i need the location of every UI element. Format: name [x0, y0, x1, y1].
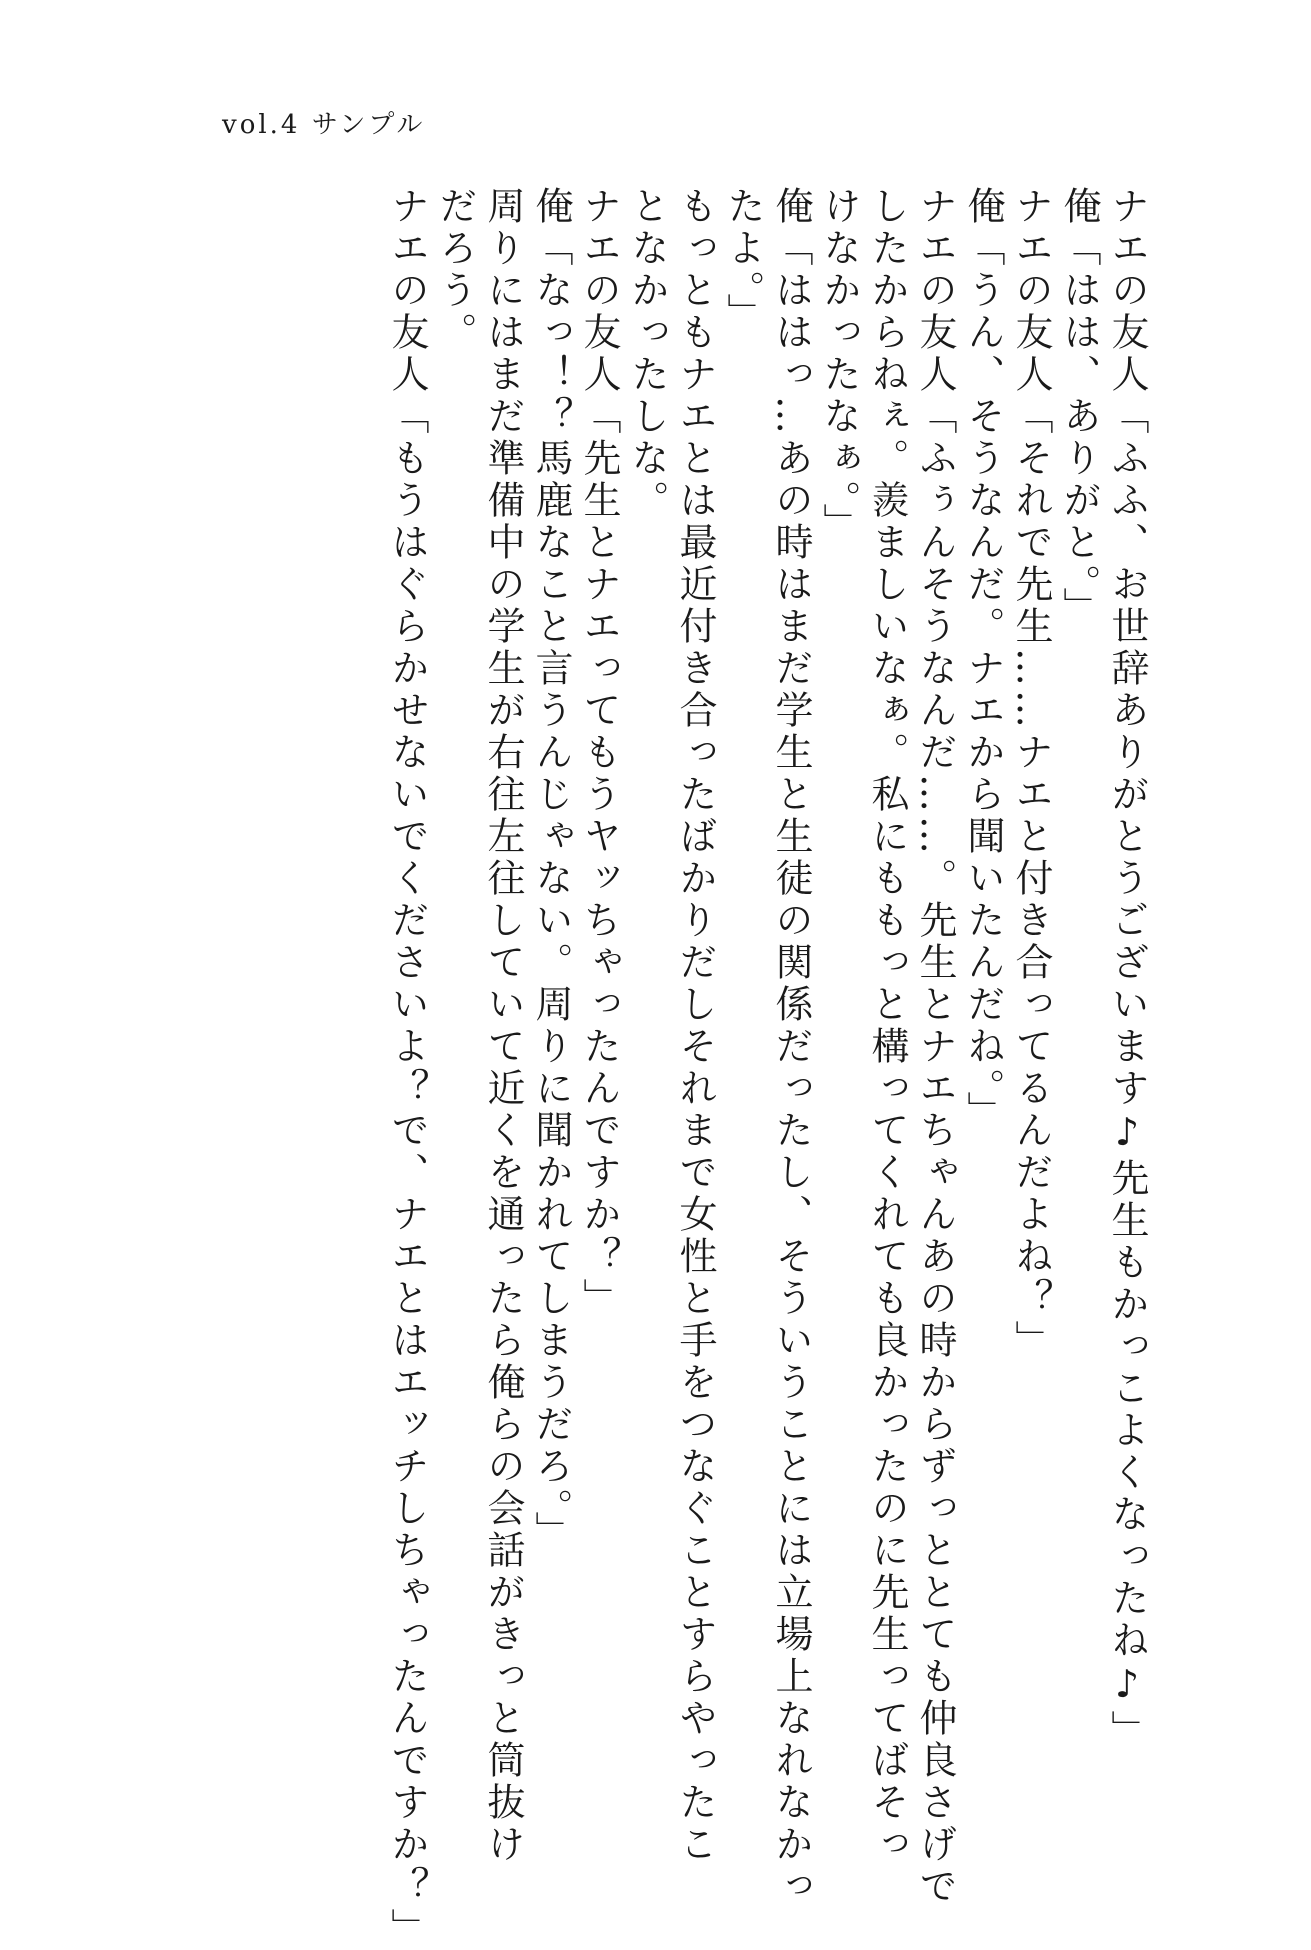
text-line: 俺「なっ！？馬鹿なこと言うんじゃない。周りに聞かれてしまうだろ。」	[529, 186, 573, 1553]
text-line: となかったしな。	[625, 186, 669, 522]
text-line: ナエの友人「先生とナエってもうヤッちゃったんですか？」	[577, 186, 621, 1320]
page-title: vol.4 サンプル	[222, 110, 426, 140]
text-line: けなかったなぁ。」	[817, 186, 861, 545]
text-line: ナエの友人「それで先生……ナエと付き合ってるんだよね？」	[1009, 186, 1053, 1362]
text-line: ナエの友人「もうはぐらかせないでくださいよ？で、ナエとはエッチしちゃったんですか？」	[385, 186, 429, 1950]
text-line: だろう。	[433, 186, 477, 354]
novel-body-text	[383, 186, 1151, 1950]
text-line: たよ。」	[721, 186, 765, 335]
text-line: 俺「はは、ありがと。」	[1057, 186, 1101, 629]
text-line: ナエの友人「ふぅんそうなんだ……。先生とナエちゃんあの時からずっととても仲良さげで	[913, 186, 957, 1908]
text-line: 俺「うん、そうなんだ。ナエから聞いたんだね。」	[961, 186, 1005, 1133]
text-line: 周りにはまだ準備中の学生が右往左往していて近くを通ったら俺らの会話がきっと筒抜け	[481, 186, 525, 1866]
text-line: 俺「ははっ…あの時はまだ学生と生徒の関係だったし、そういうことには立場上なれなかっ	[769, 186, 813, 1908]
text-line: したからねぇ。羨ましいなぁ。私にももっと構ってくれても良かったのに先生ってばそっ	[865, 186, 909, 1866]
text-line: ナエの友人「ふふ、お世辞ありがとうございます♪先生もかっこよくなったね♪」	[1105, 186, 1149, 1752]
text-line: もっともナエとは最近付き合ったばかりだしそれまで女性と手をつなぐことすらやったこ	[673, 186, 717, 1866]
